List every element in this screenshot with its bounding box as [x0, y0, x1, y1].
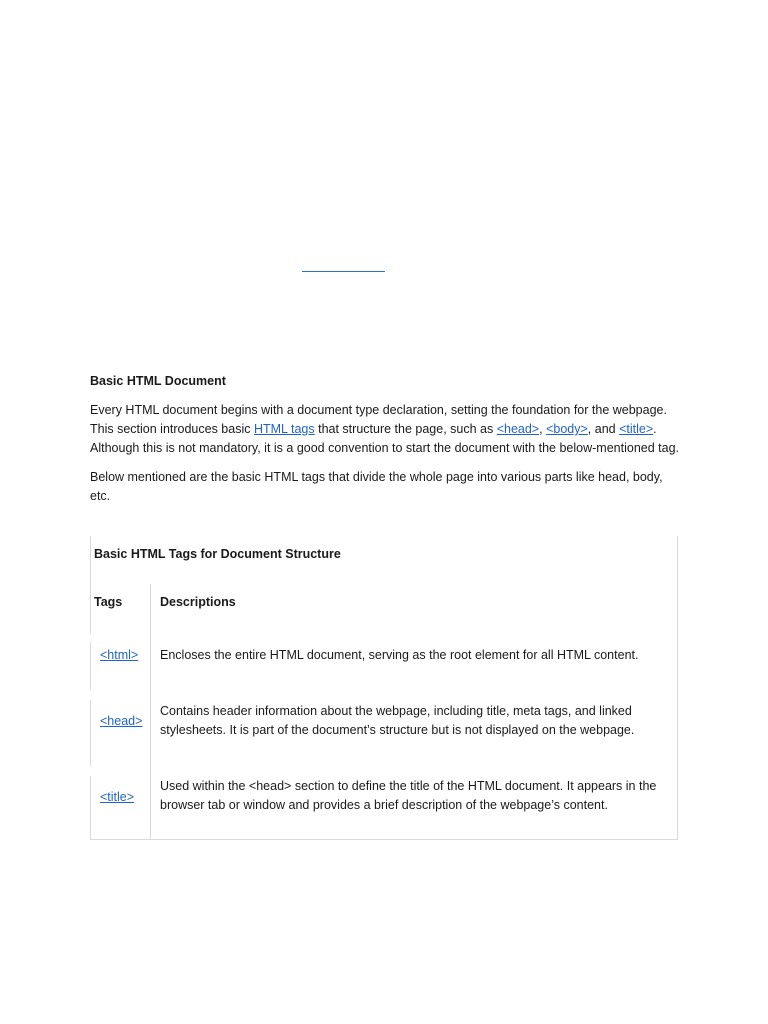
html-tags-link[interactable]: HTML tags: [253, 422, 315, 436]
html-tag-link[interactable]: <html>: [100, 648, 139, 662]
head-tag-row-link[interactable]: <head>: [100, 714, 143, 728]
intro-text-a: Every HTML document begins with a document type declaration, setting the foundation for the webpage. This section introduces basic: [90, 403, 667, 436]
table-border-left-caption: [90, 536, 91, 584]
table-border-left-header: [90, 584, 91, 634]
head-tag-link[interactable]: <head>: [496, 422, 540, 436]
intro-separator-1: ,: [539, 422, 547, 436]
title-tag-description: Used within the <head> section to define the title of the HTML document. It appears in the browser tab or window and provides a brief description of the webpage’s content.: [160, 779, 657, 812]
tags-table: [90, 536, 678, 840]
html-tag-description: Encloses the entire HTML document, serving as the root element for all HTML content.: [160, 648, 639, 662]
tags-intro-paragraph: Below mentioned are the basic HTML tags that divide the whole page into various parts like head, body, etc.: [90, 470, 663, 503]
table-caption: Basic HTML Tags for Document Structure: [94, 547, 341, 561]
table-border-right: [677, 536, 678, 840]
table-border-bottom: [90, 839, 678, 840]
body-tag-link[interactable]: <body>: [546, 422, 588, 436]
head-tag-description: Contains header information about the webpage, including title, meta tags, and linked stylesheets. It is part of the document’s structure but is not displayed on the webpage.: [160, 704, 635, 737]
table-border-left-row1: [90, 642, 91, 690]
table-header-descriptions: Descriptions: [160, 595, 236, 609]
table-border-left-row3: [90, 776, 91, 840]
title-tag-row-link[interactable]: <title>: [100, 790, 135, 804]
intro-text-c: . Although this is not mandatory, it is a good convention to start the document with the below-mentioned tag.: [90, 422, 680, 455]
table-column-divider: [150, 584, 151, 840]
link-underline-fragment: [302, 271, 385, 272]
intro-text-b: that structure the page, such as: [314, 422, 497, 436]
table-border-left-row2: [90, 700, 91, 766]
title-tag-link[interactable]: <title>: [619, 422, 654, 436]
table-header-tags: Tags: [94, 595, 123, 609]
section-title: Basic HTML Document: [90, 374, 226, 388]
intro-separator-2: , and: [587, 422, 620, 436]
intro-paragraph: [90, 401, 680, 458]
document-content: [90, 372, 680, 516]
